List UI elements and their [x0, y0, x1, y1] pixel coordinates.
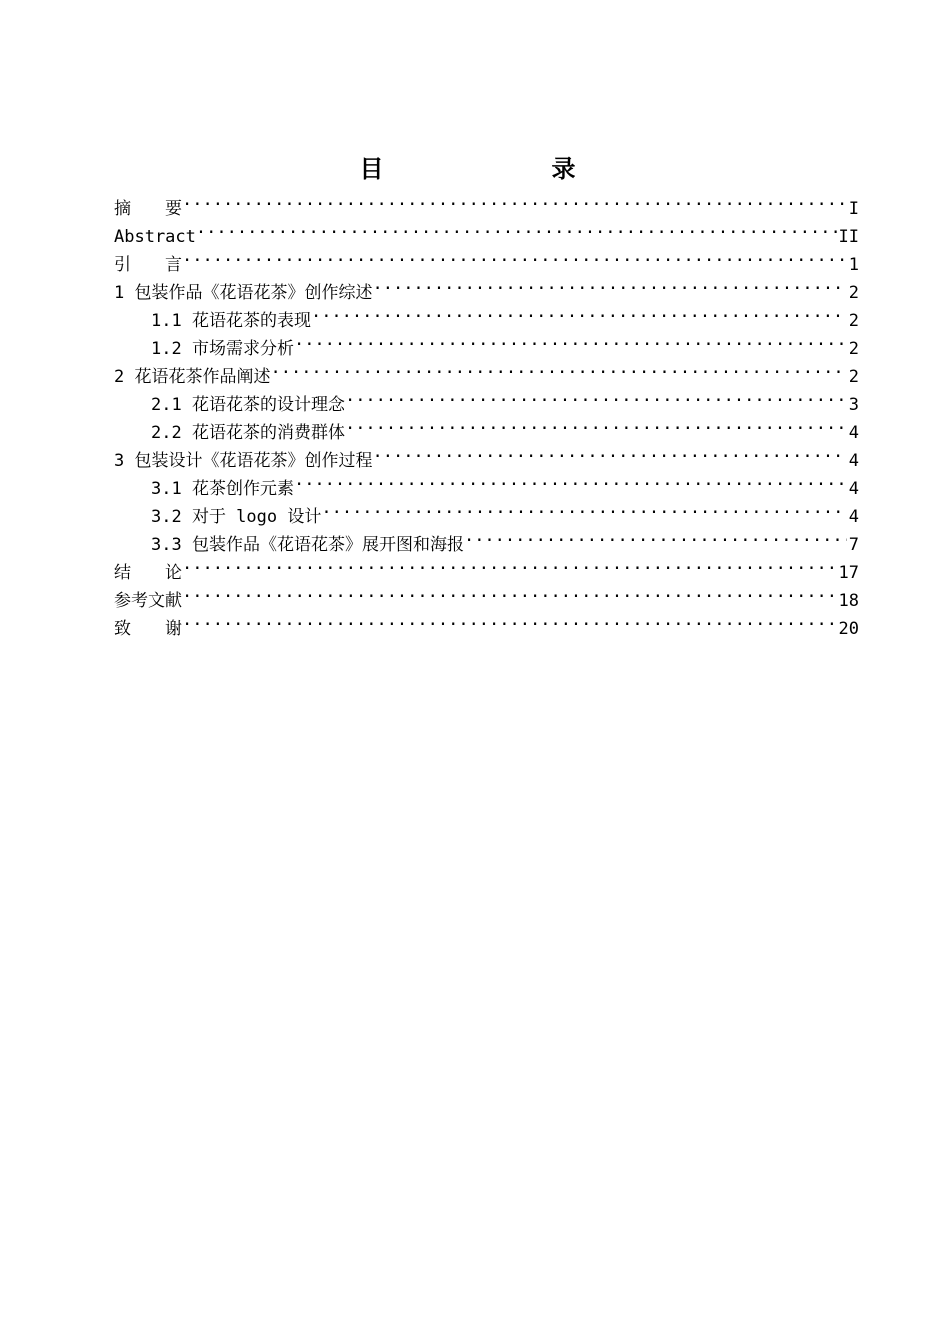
toc-title: 目 录: [359, 155, 616, 183]
toc-entry-label: 2 花语花茶作品阐述: [114, 367, 271, 387]
toc-entry-page: 2: [848, 367, 859, 387]
toc-dot-leader: [294, 466, 847, 494]
toc-list: [114, 186, 859, 639]
toc-entry[interactable]: [114, 242, 859, 275]
toc-entry-page: 2: [848, 311, 859, 331]
toc-entry-page: 18: [838, 591, 859, 611]
toc-entry[interactable]: [114, 578, 859, 611]
toc-entry-page: 4: [848, 423, 859, 443]
toc-dot-leader: [464, 522, 847, 550]
toc-dot-leader: [345, 410, 847, 438]
toc-entry-label: 3.1 花茶创作元素: [151, 479, 294, 499]
toc-entry[interactable]: [114, 606, 859, 639]
toc-entry-page: 1: [848, 255, 859, 275]
toc-entry-page: 4: [848, 479, 859, 499]
toc-entry-label: 致 谢: [114, 619, 182, 639]
toc-entry-page: 20: [838, 619, 859, 639]
toc-entry-page: 17: [838, 563, 859, 583]
toc-dot-leader: [345, 382, 847, 410]
toc-dot-leader: [372, 270, 846, 298]
toc-entry-label: 摘 要: [114, 199, 182, 219]
toc-entry-label: 1 包装作品《花语花茶》创作综述: [114, 283, 373, 303]
toc-entry-page: 2: [848, 283, 859, 303]
toc-entry[interactable]: [114, 186, 859, 219]
toc-dot-leader: [270, 354, 846, 382]
toc-entry[interactable]: [114, 270, 859, 303]
toc-dot-leader: [294, 326, 847, 354]
toc-entry-label: 2.1 花语花茶的设计理念: [151, 395, 345, 415]
toc-dot-leader: [311, 298, 847, 326]
toc-entry-label: 1.2 市场需求分析: [151, 339, 294, 359]
toc-dot-leader: [182, 606, 837, 634]
toc-entry-page: II: [838, 227, 859, 247]
toc-entry[interactable]: [114, 550, 859, 583]
toc-entry-label: 参考文献: [114, 591, 182, 611]
toc-entry-label: 3.3 包装作品《花语花茶》展开图和海报: [151, 535, 464, 555]
toc-entry-label: 3 包装设计《花语花茶》创作过程: [114, 451, 373, 471]
toc-entry-label: 引 言: [114, 255, 182, 275]
toc-dot-leader: [372, 438, 846, 466]
toc-entry-label: 3.2 对于 logo 设计: [151, 507, 322, 527]
toc-entry-page: 2: [848, 339, 859, 359]
toc-entry-page: 7: [848, 535, 859, 555]
toc-dot-leader: [196, 214, 837, 242]
toc-dot-leader: [182, 186, 847, 214]
toc-dot-leader: [182, 578, 837, 606]
toc-entry-page: 3: [848, 395, 859, 415]
toc-entry-page: 4: [848, 507, 859, 527]
toc-entry-page: I: [848, 199, 859, 219]
toc-entry[interactable]: [114, 214, 859, 247]
toc-dot-leader: [182, 550, 837, 578]
toc-entry-label: 结 论: [114, 563, 182, 583]
toc-dot-leader: [182, 242, 847, 270]
toc-entry-label: Abstract: [114, 227, 196, 247]
toc-entry-label: 1.1 花语花茶的表现: [151, 311, 311, 331]
toc-dot-leader: [321, 494, 846, 522]
toc-entry-label: 2.2 花语花茶的消费群体: [151, 423, 345, 443]
toc-entry-page: 4: [848, 451, 859, 471]
